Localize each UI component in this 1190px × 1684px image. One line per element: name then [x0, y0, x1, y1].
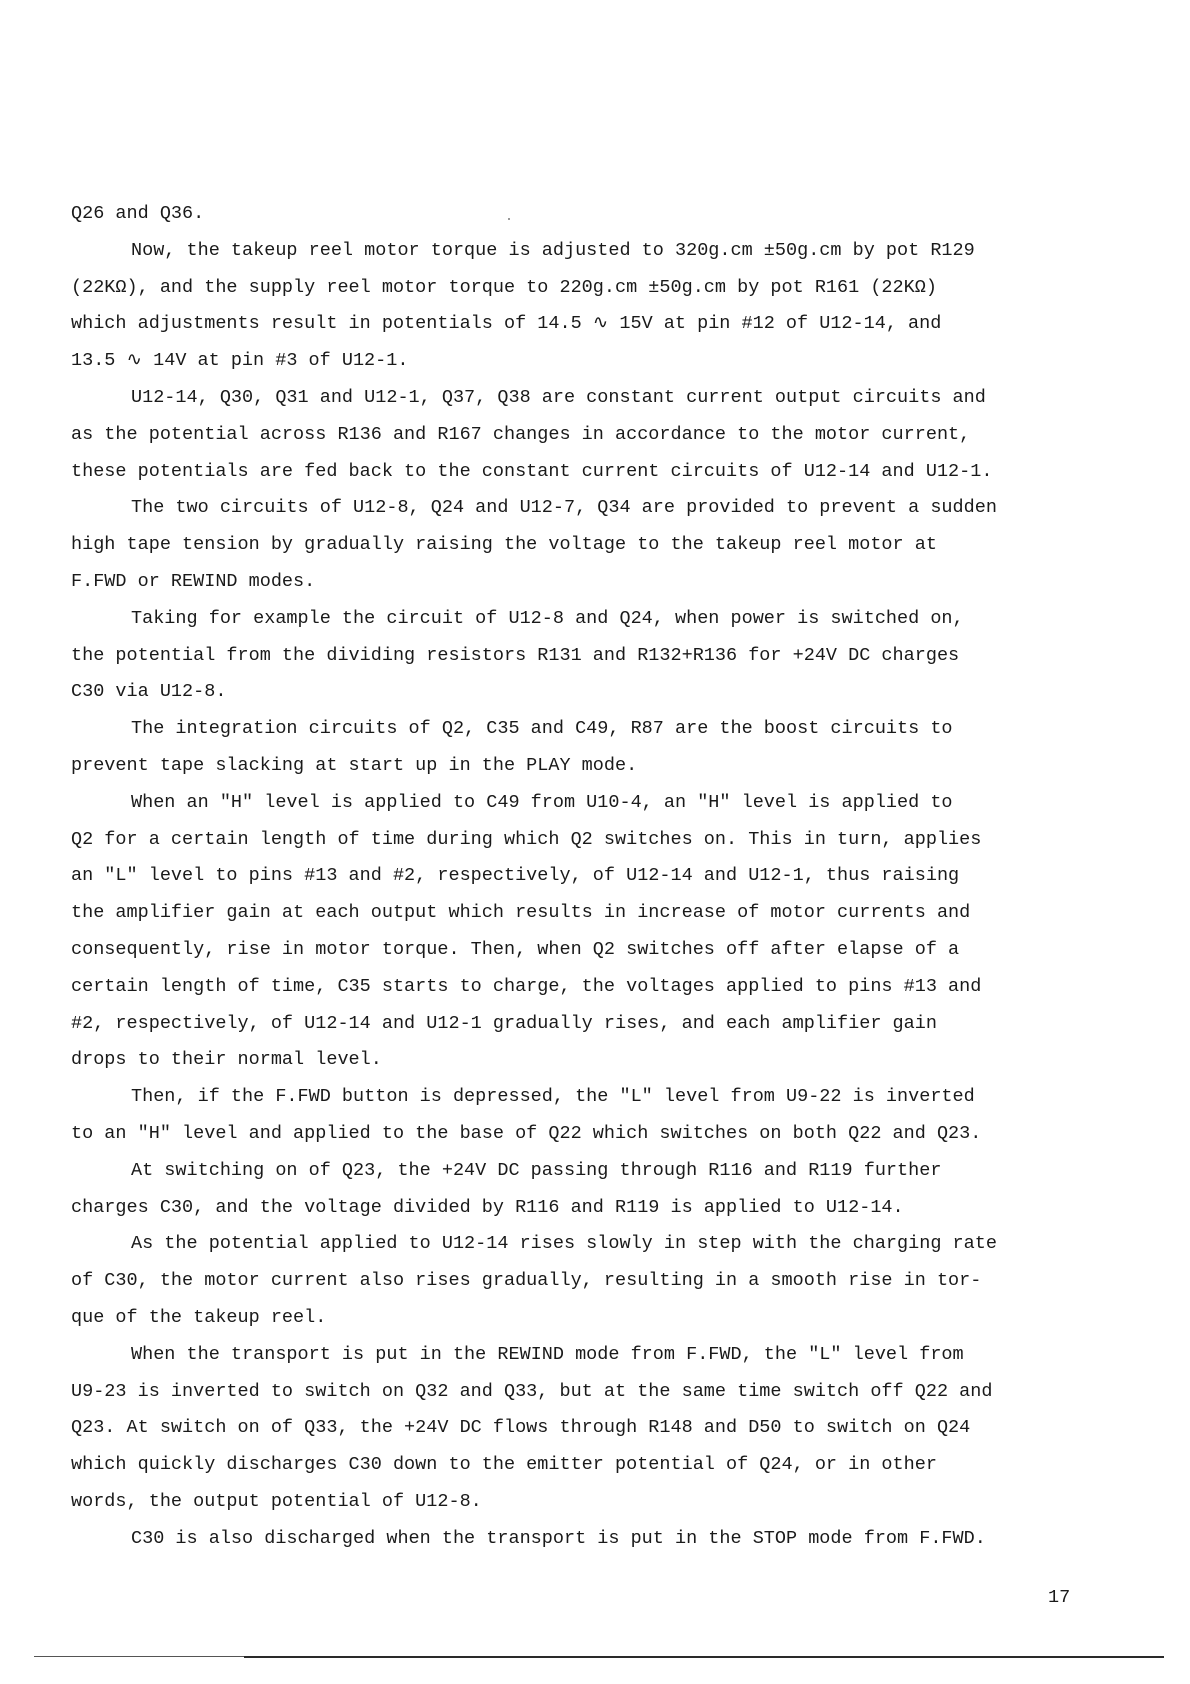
text-line: C30 via U12-8. — [71, 681, 227, 703]
text-line: Q2 for a certain length of time during which Q2 switches on. This in turn, applies — [71, 828, 982, 850]
text-line: C30 is also discharged when the transport is put in the STOP mode from F.FWD. — [131, 1527, 986, 1549]
text-line: 13.5 ∿ 14V at pin #3 of U12-1. — [71, 350, 409, 372]
text-line: At switching on of Q23, the +24V DC passing through R116 and R119 further — [131, 1159, 942, 1181]
text-line: que of the takeup reel. — [71, 1306, 327, 1328]
text-line: drops to their normal level. — [71, 1049, 382, 1071]
text-line: #2, respectively, of U12-14 and U12-1 gradually rises, and each amplifier gain — [71, 1012, 937, 1034]
text-line: Taking for example the circuit of U12-8 and Q24, when power is switched on, — [131, 607, 964, 629]
body-text — [71, 196, 1126, 1557]
text-line: When an "H" level is applied to C49 from U10-4, an "H" level is applied to — [131, 791, 953, 813]
text-line: Q23. At switch on of Q33, the +24V DC flows through R148 and D50 to switch on Q24 — [71, 1417, 971, 1439]
text-line: The integration circuits of Q2, C35 and C49, R87 are the boost circuits to — [131, 718, 953, 740]
text-line: Then, if the F.FWD button is depressed, the "L" level from U9-22 is inverted — [131, 1086, 975, 1108]
text-line: Q26 and Q36. — [71, 203, 205, 224]
text-line: of C30, the motor current also rises gradually, resulting in a smooth rise in tor- — [71, 1270, 982, 1292]
text-line: the potential from the dividing resistors R131 and R132+R136 for +24V DC charges — [71, 644, 960, 666]
page-number: 17 — [1048, 1587, 1071, 1608]
text-line: as the potential across R136 and R167 changes in accordance to the motor current, — [71, 423, 971, 445]
text-line: high tape tension by gradually raising the voltage to the takeup reel motor at — [71, 534, 937, 556]
footer-rule-right — [244, 1656, 1164, 1658]
text-line: F.FWD or REWIND modes. — [71, 570, 316, 592]
text-line: the amplifier gain at each output which results in increase of motor currents and — [71, 902, 971, 924]
text-line: which adjustments result in potentials of 14.5 ∿ 15V at pin #12 of U12-14, and — [71, 313, 942, 335]
text-line: As the potential applied to U12-14 rises slowly in step with the charging rate — [131, 1233, 997, 1255]
text-line: an "L" level to pins #13 and #2, respectively, of U12-14 and U12-1, thus raising — [71, 865, 960, 887]
text-line: these potentials are fed back to the constant current circuits of U12-14 and U12-1. — [71, 460, 993, 482]
text-line: (22KΩ), and the supply reel motor torque to 220g.cm ±50g.cm by pot R161 (22KΩ) — [71, 276, 937, 298]
text-line: to an "H" level and applied to the base of Q22 which switches on both Q22 and Q23. — [71, 1122, 982, 1144]
text-line: The two circuits of U12-8, Q24 and U12-7, Q34 are provided to prevent a sudden — [131, 497, 997, 519]
text-line: prevent tape slacking at start up in the PLAY mode. — [71, 754, 638, 776]
text-line: U9-23 is inverted to switch on Q32 and Q33, but at the same time switch off Q22 and — [71, 1380, 993, 1402]
text-line: When the transport is put in the REWIND mode from F.FWD, the "L" level from — [131, 1343, 964, 1365]
footer-rule-left — [34, 1656, 244, 1657]
text-line: charges C30, and the voltage divided by R116 and R119 is applied to U12-14. — [71, 1196, 904, 1218]
text-line: certain length of time, C35 starts to charge, the voltages applied to pins #13 and — [71, 975, 982, 997]
text-line: U12-14, Q30, Q31 and U12-1, Q37, Q38 are constant current output circuits and — [131, 386, 986, 408]
text-line: words, the output potential of U12-8. — [71, 1490, 482, 1512]
text-line: consequently, rise in motor torque. Then, when Q2 switches off after elapse of a — [71, 938, 960, 960]
text-line: which quickly discharges C30 down to the emitter potential of Q24, or in other — [71, 1454, 937, 1476]
text-line: Now, the takeup reel motor torque is adjusted to 320g.cm ±50g.cm by pot R129 — [131, 239, 975, 261]
